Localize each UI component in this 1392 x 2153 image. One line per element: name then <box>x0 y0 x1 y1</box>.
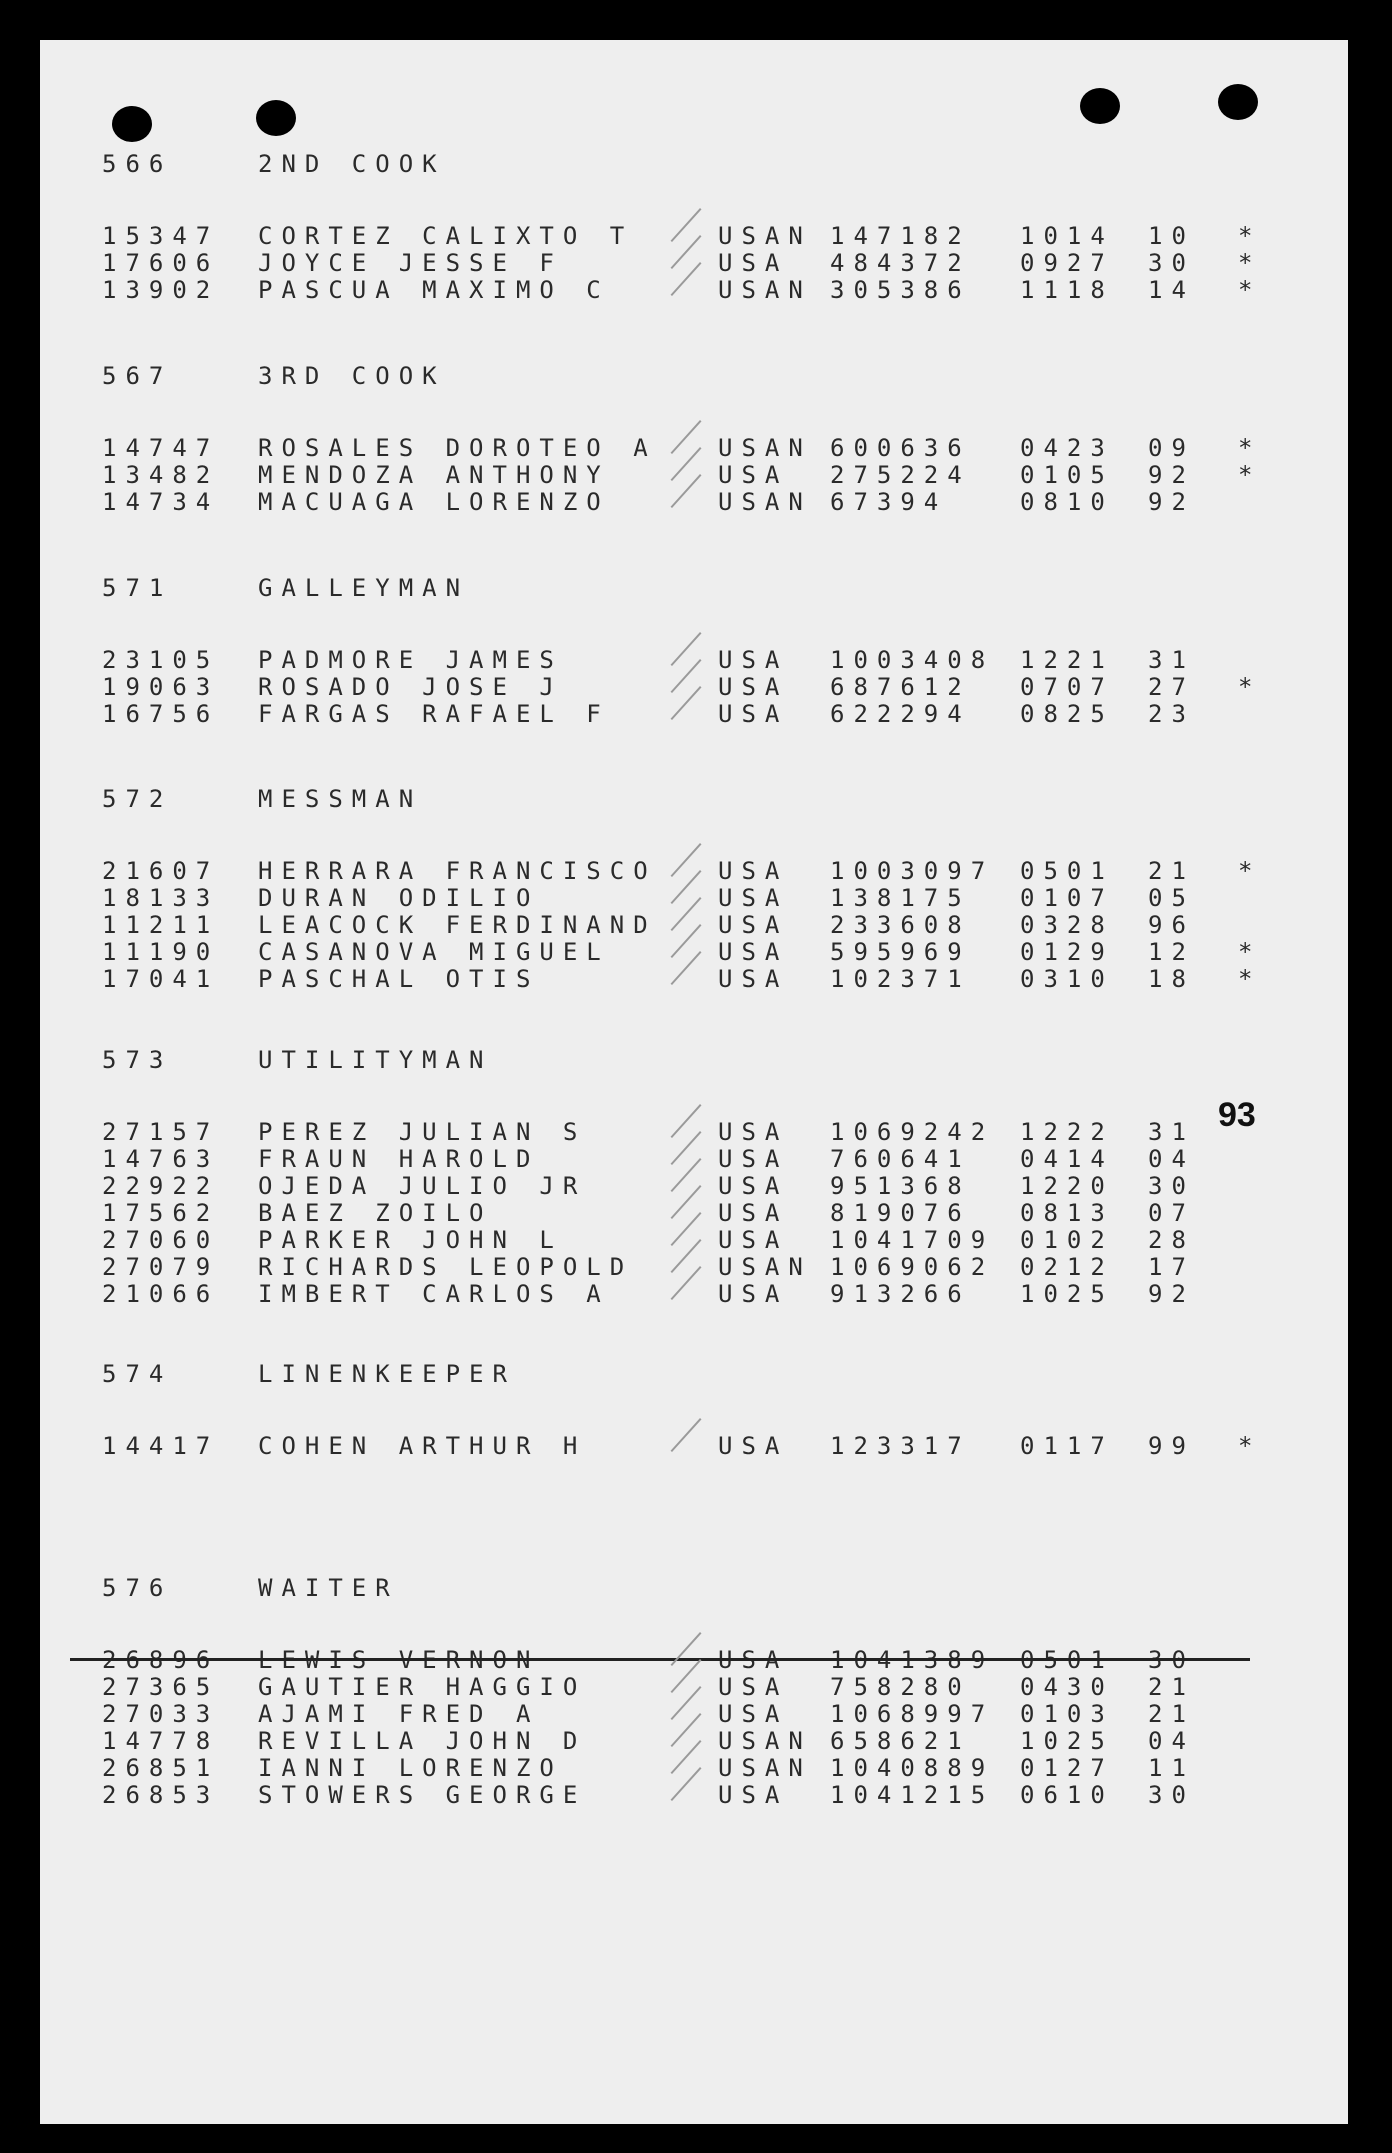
nationality: USA <box>718 1700 789 1728</box>
nationality: USAN <box>718 1754 812 1782</box>
age-value: 99 <box>1148 1432 1195 1460</box>
serial-number: 102371 <box>830 965 971 993</box>
nationality: USA <box>718 1145 789 1173</box>
date-code: 0610 <box>1020 1781 1114 1809</box>
serial-number: 305386 <box>830 276 971 304</box>
age-value: 17 <box>1148 1253 1195 1281</box>
crew-name: GAUTIER HAGGIO <box>258 1673 587 1701</box>
crew-name: JOYCE JESSE F <box>258 249 563 277</box>
crew-name: COHEN ARTHUR H <box>258 1432 587 1460</box>
row-number: 16756 <box>102 700 220 728</box>
serial-number: 687612 <box>830 673 971 701</box>
nationality: USA <box>718 1118 789 1146</box>
section-title: WAITER <box>258 1574 399 1602</box>
age-value: 31 <box>1148 646 1195 674</box>
nationality: USA <box>718 1226 789 1254</box>
crew-name: IMBERT CARLOS A <box>258 1280 610 1308</box>
asterisk-mark: * <box>1238 461 1253 489</box>
row-number: 13902 <box>102 276 220 304</box>
row-number: 21607 <box>102 857 220 885</box>
pencil-tick-mark <box>671 686 702 720</box>
row-number: 19063 <box>102 673 220 701</box>
date-code: 0423 <box>1020 434 1114 462</box>
serial-number: 1069062 <box>830 1253 995 1281</box>
age-value: 09 <box>1148 434 1195 462</box>
pencil-tick-mark <box>671 262 702 296</box>
crew-name: OJEDA JULIO JR <box>258 1172 587 1200</box>
nationality: USA <box>718 938 789 966</box>
age-value: 18 <box>1148 965 1195 993</box>
date-code: 0501 <box>1020 857 1114 885</box>
crew-name: REVILLA JOHN D <box>258 1727 587 1755</box>
nationality: USA <box>718 646 789 674</box>
age-value: 92 <box>1148 488 1195 516</box>
pencil-tick-mark <box>671 1767 702 1801</box>
row-number: 18133 <box>102 884 220 912</box>
age-value: 96 <box>1148 911 1195 939</box>
crew-name: ROSADO JOSE J <box>258 673 563 701</box>
date-code: 1025 <box>1020 1280 1114 1308</box>
crew-name: AJAMI FRED A <box>258 1700 540 1728</box>
section-code: 567 <box>102 362 173 390</box>
crew-name: CASANOVA MIGUEL <box>258 938 610 966</box>
age-value: 30 <box>1148 1646 1195 1674</box>
serial-number: 622294 <box>830 700 971 728</box>
date-code: 0430 <box>1020 1673 1114 1701</box>
age-value: 23 <box>1148 700 1195 728</box>
serial-number: 1041215 <box>830 1781 995 1809</box>
section-code: 576 <box>102 1574 173 1602</box>
row-number: 22922 <box>102 1172 220 1200</box>
serial-number: 951368 <box>830 1172 971 1200</box>
asterisk-mark: * <box>1238 857 1253 885</box>
serial-number: 233608 <box>830 911 971 939</box>
row-number: 11190 <box>102 938 220 966</box>
nationality: USA <box>718 1673 789 1701</box>
age-value: 31 <box>1148 1118 1195 1146</box>
section-title: LINENKEEPER <box>258 1360 516 1388</box>
date-code: 0810 <box>1020 488 1114 516</box>
pencil-tick-mark <box>671 951 702 985</box>
crew-name: RICHARDS LEOPOLD <box>258 1253 634 1281</box>
crew-name: IANNI LORENZO <box>258 1754 563 1782</box>
date-code: 0103 <box>1020 1700 1114 1728</box>
nationality: USAN <box>718 1727 812 1755</box>
serial-number: 1040889 <box>830 1754 995 1782</box>
serial-number: 760641 <box>830 1145 971 1173</box>
serial-number: 1069242 <box>830 1118 995 1146</box>
row-number: 21066 <box>102 1280 220 1308</box>
date-code: 0328 <box>1020 911 1114 939</box>
age-value: 14 <box>1148 276 1195 304</box>
punch-hole <box>1218 84 1258 120</box>
row-number: 23105 <box>102 646 220 674</box>
age-value: 30 <box>1148 1172 1195 1200</box>
nationality: USA <box>718 857 789 885</box>
date-code: 0117 <box>1020 1432 1114 1460</box>
pencil-tick-mark <box>671 1418 702 1452</box>
crew-name: CORTEZ CALIXTO T <box>258 222 634 250</box>
age-value: 04 <box>1148 1145 1195 1173</box>
asterisk-mark: * <box>1238 938 1253 966</box>
age-value: 30 <box>1148 1781 1195 1809</box>
section-code: 572 <box>102 785 173 813</box>
age-value: 30 <box>1148 249 1195 277</box>
age-value: 05 <box>1148 884 1195 912</box>
age-value: 28 <box>1148 1226 1195 1254</box>
date-code: 0310 <box>1020 965 1114 993</box>
row-number: 26851 <box>102 1754 220 1782</box>
row-number: 26853 <box>102 1781 220 1809</box>
serial-number: 275224 <box>830 461 971 489</box>
punch-hole <box>256 100 296 136</box>
date-code: 0501 <box>1020 1646 1114 1674</box>
row-number: 14747 <box>102 434 220 462</box>
serial-number: 819076 <box>830 1199 971 1227</box>
age-value: 27 <box>1148 673 1195 701</box>
crew-name: FARGAS RAFAEL F <box>258 700 610 728</box>
nationality: USA <box>718 1781 789 1809</box>
serial-number: 1041709 <box>830 1226 995 1254</box>
row-number: 15347 <box>102 222 220 250</box>
row-number: 11211 <box>102 911 220 939</box>
nationality: USA <box>718 884 789 912</box>
row-number: 14778 <box>102 1727 220 1755</box>
serial-number: 658621 <box>830 1727 971 1755</box>
asterisk-mark: * <box>1238 276 1253 304</box>
nationality: USAN <box>718 222 812 250</box>
row-number: 13482 <box>102 461 220 489</box>
asterisk-mark: * <box>1238 673 1253 701</box>
nationality: USA <box>718 1172 789 1200</box>
crew-name: MENDOZA ANTHONY <box>258 461 610 489</box>
crew-name: PASCHAL OTIS <box>258 965 540 993</box>
row-number: 17041 <box>102 965 220 993</box>
crew-name: FRAUN HAROLD <box>258 1145 540 1173</box>
date-code: 1221 <box>1020 646 1114 674</box>
age-value: 10 <box>1148 222 1195 250</box>
serial-number: 595969 <box>830 938 971 966</box>
asterisk-mark: * <box>1238 249 1253 277</box>
page-number: 93 <box>1218 1096 1256 1134</box>
nationality: USA <box>718 1280 789 1308</box>
crew-name: STOWERS GEORGE <box>258 1781 587 1809</box>
section-title: 3RD COOK <box>258 362 446 390</box>
age-value: 21 <box>1148 1673 1195 1701</box>
section-title: 2ND COOK <box>258 150 446 178</box>
serial-number: 123317 <box>830 1432 971 1460</box>
date-code: 0127 <box>1020 1754 1114 1782</box>
section-code: 574 <box>102 1360 173 1388</box>
nationality: USA <box>718 1432 789 1460</box>
crew-name: PARKER JOHN L <box>258 1226 563 1254</box>
row-number: 27033 <box>102 1700 220 1728</box>
nationality: USA <box>718 249 789 277</box>
date-code: 0102 <box>1020 1226 1114 1254</box>
age-value: 07 <box>1148 1199 1195 1227</box>
nationality: USAN <box>718 276 812 304</box>
serial-number: 600636 <box>830 434 971 462</box>
crew-name: BAEZ ZOILO <box>258 1199 493 1227</box>
serial-number: 138175 <box>830 884 971 912</box>
crew-name: PADMORE JAMES <box>258 646 563 674</box>
nationality: USAN <box>718 1253 812 1281</box>
age-value: 92 <box>1148 461 1195 489</box>
age-value: 12 <box>1148 938 1195 966</box>
serial-number: 1003408 <box>830 646 995 674</box>
serial-number: 67394 <box>830 488 948 516</box>
date-code: 0813 <box>1020 1199 1114 1227</box>
document-page <box>40 40 1348 2124</box>
age-value: 04 <box>1148 1727 1195 1755</box>
date-code: 1014 <box>1020 222 1114 250</box>
row-number: 27079 <box>102 1253 220 1281</box>
crew-name: PEREZ JULIAN S <box>258 1118 587 1146</box>
serial-number: 913266 <box>830 1280 971 1308</box>
serial-number: 1041389 <box>830 1646 995 1674</box>
crew-name: LEWIS VERNON <box>258 1646 540 1674</box>
row-number: 27060 <box>102 1226 220 1254</box>
nationality: USA <box>718 911 789 939</box>
crew-name: LEACOCK FERDINAND <box>258 911 657 939</box>
row-number: 26896 <box>102 1646 220 1674</box>
section-title: GALLEYMAN <box>258 574 470 602</box>
crew-name: ROSALES DOROTEO A <box>258 434 657 462</box>
nationality: USA <box>718 700 789 728</box>
crew-name: HERRARA FRANCISCO <box>258 857 657 885</box>
section-code: 566 <box>102 150 173 178</box>
row-number: 14734 <box>102 488 220 516</box>
date-code: 0927 <box>1020 249 1114 277</box>
section-title: MESSMAN <box>258 785 423 813</box>
asterisk-mark: * <box>1238 434 1253 462</box>
asterisk-mark: * <box>1238 965 1253 993</box>
row-number: 17562 <box>102 1199 220 1227</box>
age-value: 21 <box>1148 1700 1195 1728</box>
pencil-tick-mark <box>671 1266 702 1300</box>
nationality: USAN <box>718 434 812 462</box>
nationality: USAN <box>718 488 812 516</box>
serial-number: 1068997 <box>830 1700 995 1728</box>
date-code: 0107 <box>1020 884 1114 912</box>
nationality: USA <box>718 1646 789 1674</box>
row-number: 17606 <box>102 249 220 277</box>
row-number: 27157 <box>102 1118 220 1146</box>
age-value: 21 <box>1148 857 1195 885</box>
serial-number: 484372 <box>830 249 971 277</box>
date-code: 0105 <box>1020 461 1114 489</box>
age-value: 11 <box>1148 1754 1195 1782</box>
date-code: 1025 <box>1020 1727 1114 1755</box>
section-code: 571 <box>102 574 173 602</box>
date-code: 0414 <box>1020 1145 1114 1173</box>
date-code: 0825 <box>1020 700 1114 728</box>
crew-name: MACUAGA LORENZO <box>258 488 610 516</box>
serial-number: 1003097 <box>830 857 995 885</box>
serial-number: 758280 <box>830 1673 971 1701</box>
date-code: 1118 <box>1020 276 1114 304</box>
nationality: USA <box>718 1199 789 1227</box>
punch-hole <box>112 106 152 142</box>
nationality: USA <box>718 461 789 489</box>
nationality: USA <box>718 965 789 993</box>
row-number: 14417 <box>102 1432 220 1460</box>
date-code: 0707 <box>1020 673 1114 701</box>
nationality: USA <box>718 673 789 701</box>
row-number: 27365 <box>102 1673 220 1701</box>
crew-name: PASCUA MAXIMO C <box>258 276 610 304</box>
pencil-tick-mark <box>671 474 702 508</box>
date-code: 0129 <box>1020 938 1114 966</box>
row-number: 14763 <box>102 1145 220 1173</box>
crew-name: DURAN ODILIO <box>258 884 540 912</box>
date-code: 0212 <box>1020 1253 1114 1281</box>
date-code: 1222 <box>1020 1118 1114 1146</box>
serial-number: 147182 <box>830 222 971 250</box>
age-value: 92 <box>1148 1280 1195 1308</box>
section-title: UTILITYMAN <box>258 1046 493 1074</box>
date-code: 1220 <box>1020 1172 1114 1200</box>
asterisk-mark: * <box>1238 1432 1253 1460</box>
section-code: 573 <box>102 1046 173 1074</box>
asterisk-mark: * <box>1238 222 1253 250</box>
punch-hole <box>1080 88 1120 124</box>
